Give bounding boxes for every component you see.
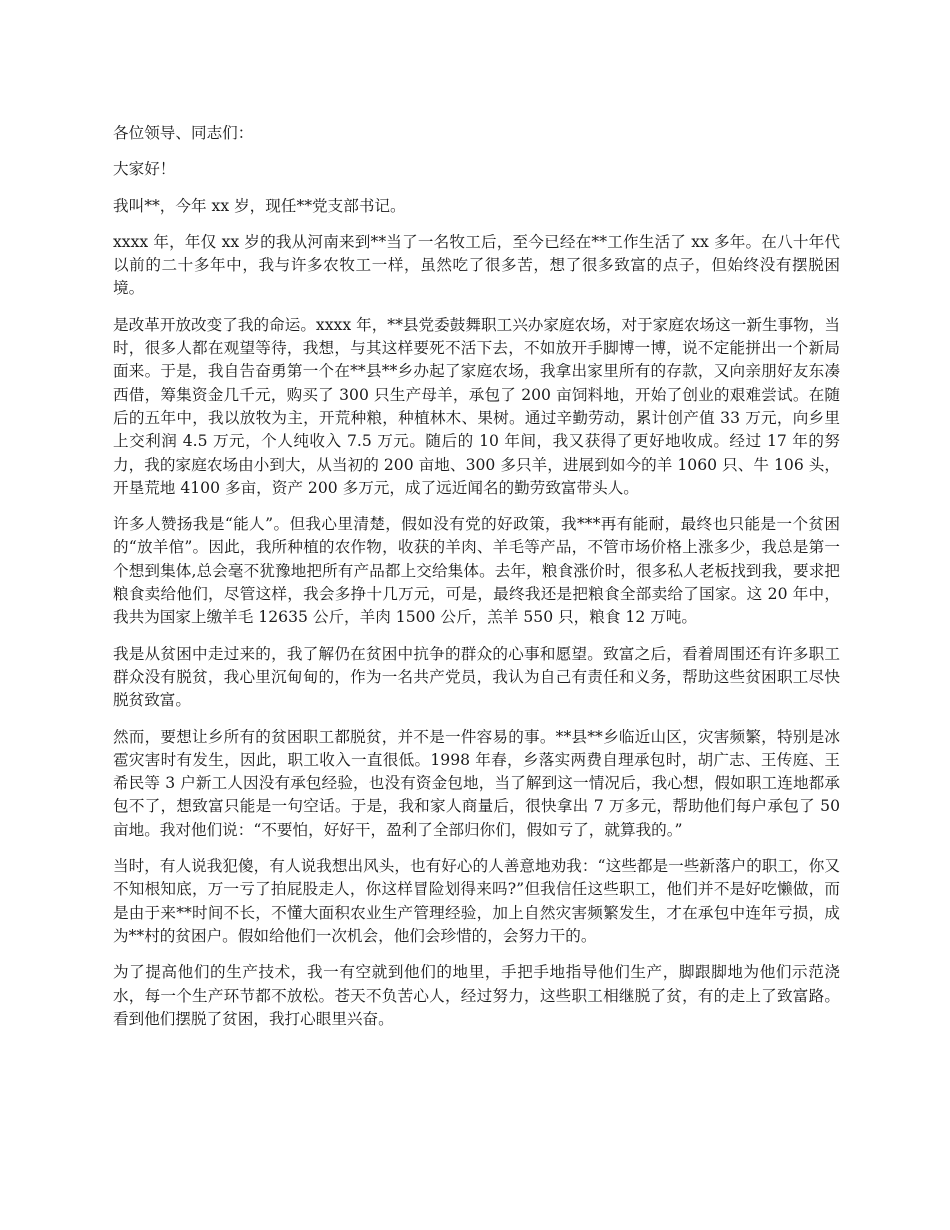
paragraph-guidance: 为了提高他们的生产技术，我一有空就到他们的地里，手把手地指导他们生产，脚跟脚地为他们示范浇水，每一个生产环节都不放松。苍天不负苦心人，经过努力，这些职工相继脱了贫，有的走上了致富路。看到他们摆脱了贫困，我打心眼里兴奋。 bbox=[113, 963, 840, 1028]
paragraph-background: xxxx 年，年仅 xx 岁的我从河南来到**当了一名牧工后，至今已经在**工作生活了 xx 多年。在八十年代以前的二十多年中，我与许多农牧工一样，虽然吃了很多苦，想了很多致富的点子，但始终没有摆脱困境。 bbox=[113, 232, 840, 298]
salutation: 各位领导、同志们： bbox=[113, 124, 254, 142]
paragraph-difficulty: 然而，要想让乡所有的贫困职工都脱贫，并不是一件容易的事。**县**乡临近山区，灾害频繁，特别是冰雹灾害时有发生，因此，职工收入一直很低。1998 年春，乡落实两费自理承包时，胡广志、王传庭、王希民等 3 户新工人因没有承包经验，也没有资金包地，当了解到这一情况后，我心想，假如职工连地都承包不了，想致富只能是一句空话。于是，我和家人商量后，很快拿出 7 万多元，帮助他们每户承包了 50 亩地。我对他们说：“不要怕，好好干，盈利了全部归你们，假如亏了，就算我的。” bbox=[113, 727, 840, 839]
paragraph-capable-person: 许多人赞扬我是“能人”。但我心里清楚，假如没有党的好政策，我***再有能耐，最终也只能是一个贫困的“放羊倌”。因此，我所种植的农作物，收获的羊肉、羊毛等产品，不管市场价格上涨多少，我总是第一个想到集体,总会毫不犹豫地把所有产品都上交给集体。去年，粮食涨价时，很多私人老板找到我，要求把粮食卖给他们，尽管这样，我会多挣十几万元，可是，最终我还是把粮食全部卖给了国家。这 20 年中，我共为国家上缴羊毛 12635 公斤，羊肉 1500 公斤，羔羊 550 只，粮食 12 万吨。 bbox=[113, 515, 840, 627]
self-introduction: 我叫**，今年 xx 岁，现任**党支部书记。 bbox=[113, 196, 406, 215]
paragraph-responsibility: 我是从贫困中走过来的，我了解仍在贫困中抗争的群众的心事和愿望。致富之后，看着周围还有许多职工群众没有脱贫，我心里沉甸甸的，作为一名共产党员，我认为自己有责任和义务，帮助这些贫困职工尽快脱贫致富。 bbox=[113, 644, 840, 710]
paragraph-reform: 是改革开放改变了我的命运。xxxx 年，**县党委鼓舞职工兴办家庭农场，对于家庭农场这一新生事物，当时，很多人都在观望等待，我想，与其这样要死不活下去，不如放开手脚博一博，说不定能拼出一个新局面来。于是，我自告奋勇第一个在**县**乡办起了家庭农场，我拿出家里所有的存款，又向亲朋好友东凑西借，筹集资金几千元，购买了 300 只生产母羊，承包了 200 亩饲料地，开始了创业的艰难尝试。在随后的五年中，我以放牧为主，开荒种粮，种植林木、果树。通过辛勤劳动，累计创产值 33 万元，向乡里上交利润 4.5 万元，个人纯收入 7.5 万元。随后的 10 年间，我又获得了更好地收成。经过 17 年的努力，我的家庭农场由小到大，从当初的 200 亩地、300 多只羊，进展到如今的羊 1060 只、牛 106 头，开垦荒地 4100 多亩，资产 200 多万元，成了远近闻名的勤劳致富带头人。 bbox=[113, 315, 840, 497]
document-page bbox=[113, 122, 840, 1044]
paragraph-trust: 当时，有人说我犯傻，有人说我想出风头，也有好心的人善意地劝我：“这些都是一些新落户的职工，你又不知根知底，万一亏了拍屁股走人，你这样冒险划得来吗?”但我信任这些职工，他们并不是好吃懒做，而是由于来**时间不长，不懂大面积农业生产管理经验，加上自然灾害频繁发生，才在承包中连年亏损，成为**村的贫困户。假如给他们一次机会，他们会珍惜的，会努力干的。 bbox=[113, 857, 840, 945]
greeting: 大家好！ bbox=[113, 160, 176, 179]
